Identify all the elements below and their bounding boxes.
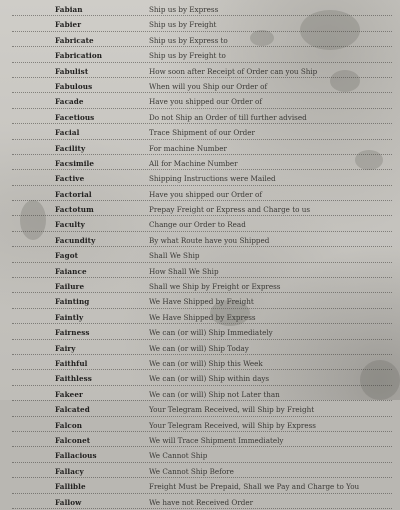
code-row bbox=[0, 64, 400, 79]
code-phrase: By what Route have you Shipped bbox=[149, 235, 270, 245]
code-row bbox=[0, 310, 400, 325]
code-word: Faintly bbox=[55, 312, 84, 322]
code-word: Fairness bbox=[55, 328, 90, 338]
code-word: Fabulist bbox=[55, 66, 89, 76]
code-phrase: We Have Shipped by Express bbox=[149, 312, 256, 322]
code-word: Fallacious bbox=[55, 451, 97, 461]
code-phrase: Ship us by Freight bbox=[149, 20, 217, 30]
code-word: Failure bbox=[55, 282, 85, 292]
code-row bbox=[0, 387, 400, 402]
code-row bbox=[0, 141, 400, 156]
code-word: Fallible bbox=[55, 482, 86, 492]
code-row bbox=[0, 156, 400, 171]
code-phrase: Have you shipped our Order of bbox=[149, 189, 262, 199]
code-row bbox=[0, 448, 400, 463]
code-row bbox=[0, 79, 400, 94]
code-row bbox=[0, 217, 400, 232]
code-word: Factotum bbox=[55, 205, 94, 215]
code-phrase: How Shall We Ship bbox=[149, 266, 219, 276]
code-phrase: Have you shipped our Order of bbox=[149, 97, 262, 107]
code-row bbox=[0, 125, 400, 140]
code-phrase: We have not Received Order bbox=[149, 497, 254, 507]
code-word: Fabricate bbox=[55, 35, 94, 45]
code-phrase: Ship us by Freight to bbox=[149, 51, 226, 61]
code-row bbox=[0, 248, 400, 263]
code-word: Fagot bbox=[55, 251, 79, 261]
code-row bbox=[0, 264, 400, 279]
code-phrase: Your Telegram Received, will Ship by Express bbox=[149, 420, 316, 430]
code-phrase: When will you Ship our Order of bbox=[149, 81, 268, 91]
code-word-list bbox=[0, 2, 400, 510]
code-row bbox=[0, 171, 400, 186]
code-word: Faithful bbox=[55, 358, 88, 368]
code-row bbox=[0, 495, 400, 510]
code-word: Facsimile bbox=[55, 158, 95, 168]
code-phrase: We can (or will) Ship this Week bbox=[149, 358, 263, 368]
code-phrase: For machine Number bbox=[149, 143, 227, 153]
code-phrase: We Cannot Ship Before bbox=[149, 466, 234, 476]
code-row bbox=[0, 371, 400, 386]
code-row bbox=[0, 325, 400, 340]
code-row bbox=[0, 418, 400, 433]
code-phrase: Shall We Ship bbox=[149, 251, 200, 261]
code-row bbox=[0, 33, 400, 48]
code-phrase: How soon after Receipt of Order can you Ship bbox=[149, 66, 318, 76]
code-row bbox=[0, 48, 400, 63]
code-phrase: Trace Shipment of our Order bbox=[149, 128, 255, 138]
code-phrase: Shipping Instructions were Mailed bbox=[149, 174, 276, 184]
code-word: Fallow bbox=[55, 497, 82, 507]
code-word: Factive bbox=[55, 174, 85, 184]
code-word: Facility bbox=[55, 143, 86, 153]
code-word: Fabrication bbox=[55, 51, 103, 61]
code-phrase: Prepay Freight or Express and Charge to us bbox=[149, 205, 311, 215]
code-word: Facundity bbox=[55, 235, 96, 245]
code-row bbox=[0, 402, 400, 417]
code-row bbox=[0, 202, 400, 217]
code-word: Falcon bbox=[55, 420, 83, 430]
code-word: Facial bbox=[55, 128, 80, 138]
code-phrase: Ship us by Express to bbox=[149, 35, 228, 45]
code-word: Facetious bbox=[55, 112, 95, 122]
code-phrase: Freight Must be Prepaid, Shall we Pay and Charge to You bbox=[149, 482, 360, 492]
code-row bbox=[0, 356, 400, 371]
code-phrase: We can (or will) Ship Immediately bbox=[149, 328, 273, 338]
code-row bbox=[0, 479, 400, 494]
code-row bbox=[0, 94, 400, 109]
code-phrase: We can (or will) Ship Today bbox=[149, 343, 249, 353]
code-row bbox=[0, 2, 400, 17]
code-phrase: We can (or will) Ship not Later than bbox=[149, 389, 280, 399]
code-phrase: Shall we Ship by Freight or Express bbox=[149, 282, 281, 292]
code-row bbox=[0, 233, 400, 248]
code-word: Factorial bbox=[55, 189, 92, 199]
code-word: Fabulous bbox=[55, 81, 93, 91]
code-row bbox=[0, 294, 400, 309]
code-row bbox=[0, 187, 400, 202]
code-phrase: We can (or will) Ship within days bbox=[149, 374, 270, 384]
code-row bbox=[0, 279, 400, 294]
code-phrase: Ship us by Express bbox=[149, 5, 219, 14]
code-row bbox=[0, 17, 400, 32]
code-word: Fairy bbox=[55, 343, 76, 353]
code-phrase: Do not Ship an Order of till further advised bbox=[149, 112, 307, 122]
code-word: Faithless bbox=[55, 374, 92, 384]
code-word: Fabian bbox=[55, 5, 83, 14]
code-word: Falconet bbox=[55, 435, 91, 445]
code-phrase: We Cannot Ship bbox=[149, 451, 208, 461]
code-row bbox=[0, 341, 400, 356]
code-word: Facade bbox=[55, 97, 84, 107]
code-phrase: Your Telegram Received, will Ship by Freight bbox=[149, 405, 315, 415]
code-row bbox=[0, 464, 400, 479]
code-row bbox=[0, 433, 400, 448]
code-phrase: Change our Order to Read bbox=[149, 220, 246, 230]
code-word: Fakeer bbox=[55, 389, 83, 399]
code-word: Fainting bbox=[55, 297, 90, 307]
code-phrase: We Have Shipped by Freight bbox=[149, 297, 254, 307]
code-phrase: We will Trace Shipment Immediately bbox=[149, 435, 284, 445]
code-word: Fabier bbox=[55, 20, 82, 30]
code-word: Faiance bbox=[55, 266, 87, 276]
code-phrase: All for Machine Number bbox=[149, 158, 238, 168]
code-word: Falcated bbox=[55, 405, 90, 415]
code-row bbox=[0, 110, 400, 125]
code-word: Fallacy bbox=[55, 466, 84, 476]
code-word: Faculty bbox=[55, 220, 85, 230]
